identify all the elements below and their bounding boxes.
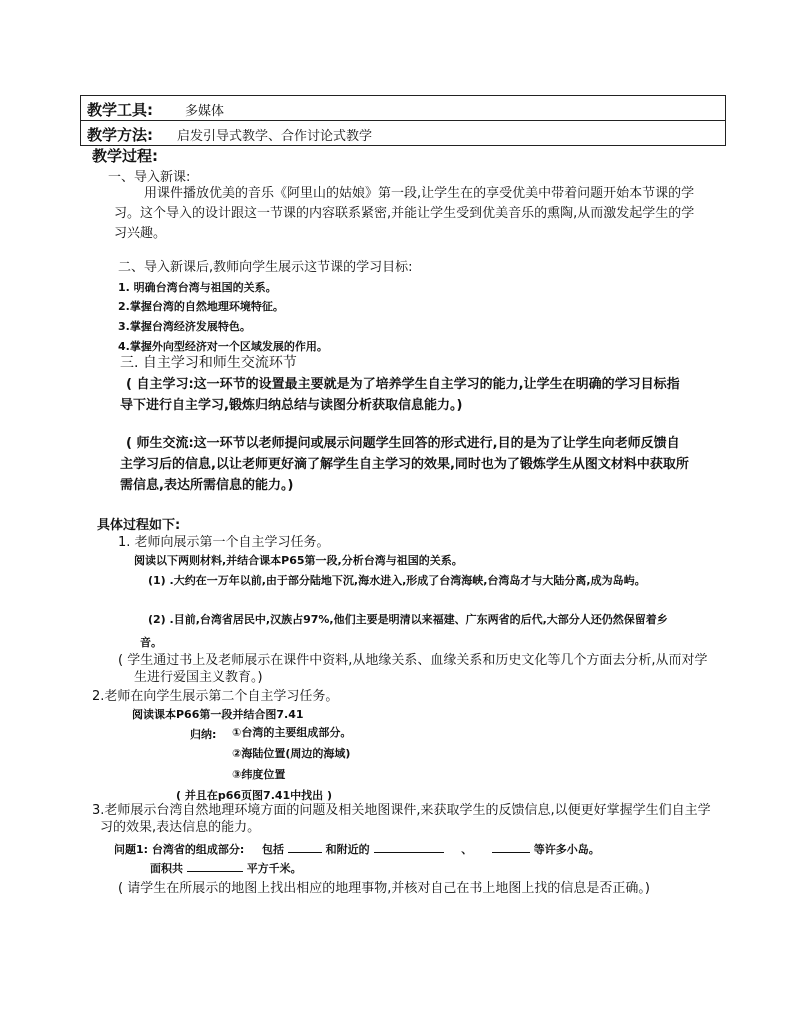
method-value: 启发引导式教学、合作讨论式教学 bbox=[177, 129, 373, 144]
process-title: 教学过程: bbox=[92, 147, 158, 165]
section1-title: 一、导入新课: bbox=[108, 170, 191, 185]
exchange-paragraph: ( 师生交流:这一环节以老师提问或展示问题学生回答的形式进行,目的是为了让学生向老师反馈自主学习后的信息,以让老师更好滴了解学生自主学习的效果,同时也为了锻炼学生从图文材料中获取所需信息,表达所需信息的能力。) bbox=[120, 436, 689, 493]
question-many-islands: 等许多小岛。 bbox=[533, 843, 600, 856]
answer-blank[interactable] bbox=[374, 840, 444, 853]
question-include: 包括 bbox=[261, 843, 284, 856]
section3-title: 三. 自主学习和师生交流环节 bbox=[120, 355, 297, 371]
task1-title: 1. 老师向展示第一个自主学习任务。 bbox=[118, 535, 330, 550]
task3-note: ( 请学生在所展示的地图上找出相应的地理事物,并核对自己在书上地图上找的信息是否正确。) bbox=[118, 881, 650, 896]
question-separator: 、 bbox=[461, 843, 473, 856]
tools-row bbox=[81, 96, 725, 120]
task2-item: ①台湾的主要组成部分。 bbox=[232, 726, 352, 739]
details-title: 具体过程如下: bbox=[97, 518, 181, 533]
area-suffix: 平方千米。 bbox=[246, 862, 302, 875]
task3-area bbox=[150, 859, 302, 876]
task3-title: 3.老师展示台湾自然地理环境方面的问题及相关地图课件,来获取学生的反馈信息,以便更好掌握学生们自主学习的效果,表达信息的能力。 bbox=[92, 803, 711, 835]
goal-item: 3.掌握台湾经济发展特色。 bbox=[118, 320, 251, 333]
goal-item: 4.掌握外向型经济对一个区域发展的作用。 bbox=[118, 340, 328, 353]
task2-title: 2.老师在向学生展示第二个自主学习任务。 bbox=[92, 689, 339, 704]
task1-instruction: 阅读以下两则材料,并结合课本P65第一段,分析台湾与祖国的关系。 bbox=[134, 554, 463, 567]
area-blank[interactable] bbox=[187, 859, 243, 872]
answer-blank[interactable] bbox=[288, 840, 322, 853]
question-label: 问题1: 台湾省的组成部分: bbox=[114, 843, 245, 856]
question-and-nearby: 和附近的 bbox=[325, 843, 370, 856]
goal-item: 2.掌握台湾的自然地理环境特征。 bbox=[118, 300, 284, 313]
task1-material2: (2) .目前,台湾省居民中,汉族占97%,他们主要是明清以来福建、广东两省的后代,大部分人还仍然保留着乡音。 bbox=[140, 613, 668, 649]
area-prefix: 面积共 bbox=[150, 862, 183, 875]
goal-item: 1. 明确台湾台湾与祖国的关系。 bbox=[118, 281, 277, 294]
task2-item: ②海陆位置(周边的海域) bbox=[232, 747, 351, 760]
header-table bbox=[80, 95, 726, 146]
self-study-paragraph: ( 自主学习:这一环节的设置最主要就是为了培养学生自主学习的能力,让学生在明确的学习目标指导下进行自主学习,锻炼归纳总结与读图分析获取信息能力。) bbox=[120, 377, 680, 413]
answer-blank[interactable] bbox=[492, 840, 530, 853]
tools-label: 教学工具: bbox=[87, 101, 153, 119]
method-label: 教学方法: bbox=[87, 126, 153, 144]
tools-value: 多媒体 bbox=[185, 104, 225, 119]
task2-summary-label: 归纳: bbox=[190, 728, 217, 741]
task3-question bbox=[114, 840, 600, 857]
task1-note: ( 学生通过书上及老师展示在课件中资料,从地缘关系、血缘关系和历史文化等几个方面去分析,从而对学生进行爱国主义教育。) bbox=[118, 653, 708, 685]
task2-instruction: 阅读课本P66第一段并结合图7.41 bbox=[132, 708, 304, 721]
method-row bbox=[81, 120, 725, 145]
task2-find-note: ( 并且在p66页图7.41中找出 ) bbox=[176, 789, 333, 802]
task2-item: ③纬度位置 bbox=[232, 768, 286, 781]
section1-paragraph: 用课件播放优美的音乐《阿里山的姑娘》第一段,让学生在的享受优美中带着问题开始本节课的学习。这个导入的设计跟这一节课的内容联系紧密,并能让学生受到优美音乐的熏陶,从而激发起学生的学习兴趣。 bbox=[114, 186, 695, 241]
section2-title: 二、导入新课后,教师向学生展示这节课的学习目标: bbox=[118, 260, 413, 275]
task1-material1: (1) .大约在一万年以前,由于部分陆地下沉,海水进入,形成了台湾海峡,台湾岛才与大陆分离,成为岛屿。 bbox=[148, 574, 646, 587]
